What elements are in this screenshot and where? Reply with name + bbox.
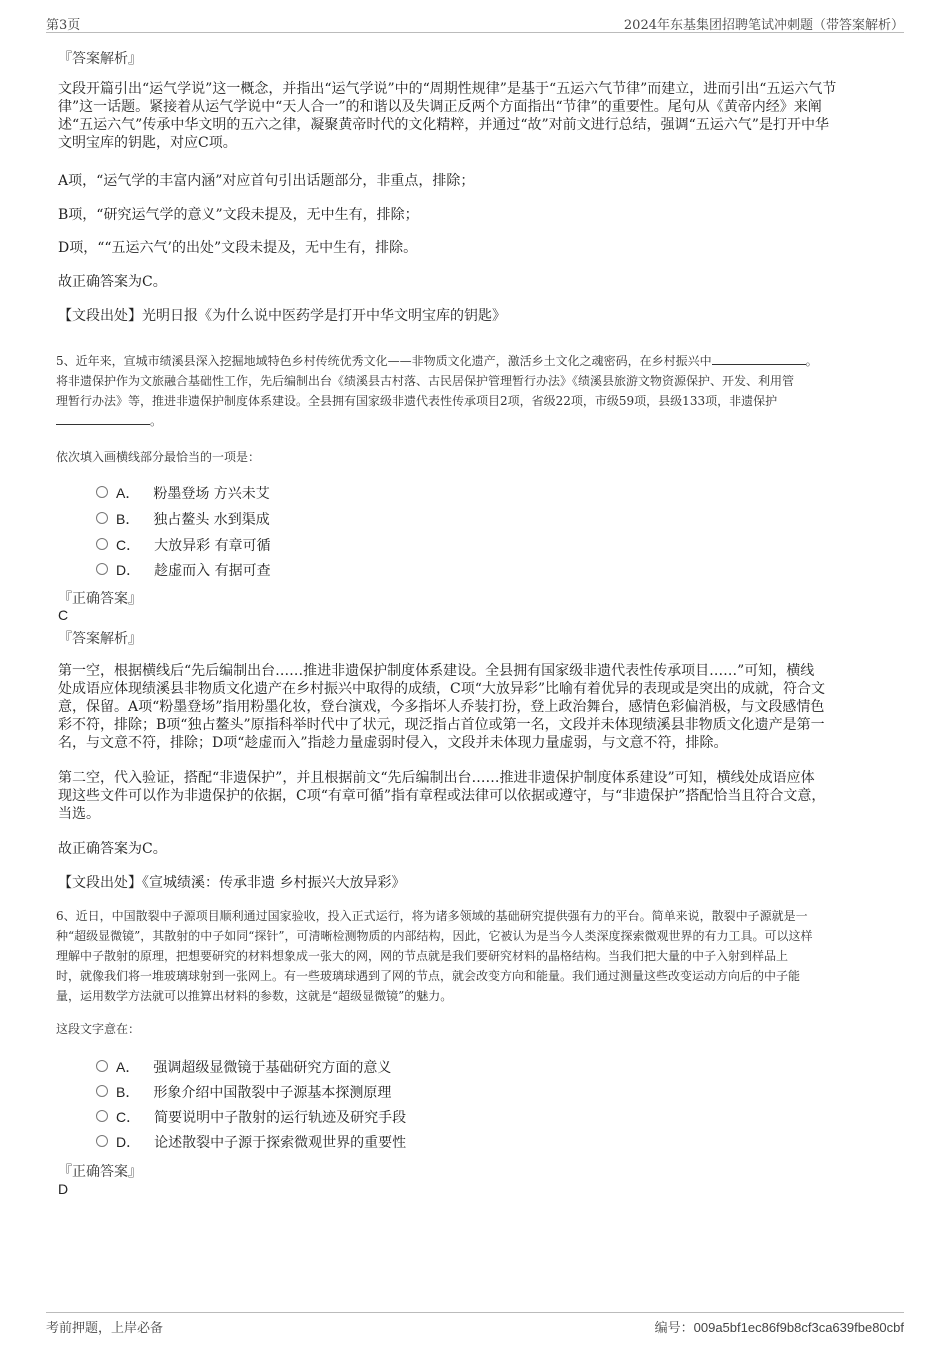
document-title: 2024年东基集团招聘笔试冲刺题（带答案解析） <box>623 18 904 33</box>
page-number: 第3页 <box>46 18 81 33</box>
q5-stem-punct: 。 <box>805 354 818 368</box>
q5-stem <box>56 351 894 431</box>
q5-answer: C <box>58 607 69 623</box>
radio-icon[interactable] <box>96 563 108 575</box>
radio-icon[interactable] <box>96 1085 108 1097</box>
q5-blank-1 <box>712 352 806 365</box>
radio-icon[interactable] <box>96 512 108 524</box>
q5-option-d[interactable]: D． 趁虚而入 有据可查 <box>96 560 271 578</box>
q6-answer: D <box>58 1181 69 1197</box>
q5-blank-2 <box>56 412 150 425</box>
q5-stem-punct: 。 <box>150 414 163 428</box>
q5-analysis-line: 当选。 <box>58 806 100 822</box>
q5-analysis-p2 <box>58 769 892 823</box>
q5-prompt: 依次填入画横线部分最恰当的一项是： <box>56 450 261 464</box>
q4-analysis-line: 文明宝库的钥匙，对应C项。 <box>58 135 237 151</box>
radio-icon[interactable] <box>96 1135 108 1147</box>
q5-stem-line: 将非遗保护作为文旅融合基础性工作，先后编制出台《绩溪县古村落、古民居保护管理暂行办法》《绩溪县旅游文物资源保护、开发、利用管 <box>56 374 795 388</box>
page-header <box>46 12 904 33</box>
q6-prompt: 这段文字意在： <box>56 1022 141 1036</box>
q6-option-b[interactable]: B． 形象介绍中国散裂中子源基本探测原理 <box>96 1082 391 1100</box>
q6-stem-line: 理解中子散射的原理，把想要研究的材料想象成一张大的网，网的节点就是我们要研究材料的晶格结构。当我们把大量的中子入射到样品上 <box>56 949 789 963</box>
q5-analysis-line: 第二空，代入验证，搭配“非遗保护”，并且根据前文“先后编制出台……推进非遗保护制度体系建设”可知，横线处成语应体 <box>58 770 815 786</box>
radio-icon[interactable] <box>96 1060 108 1072</box>
footer-code <box>655 1317 904 1336</box>
q5-analysis-line: 意，保留。A项“粉墨登场”指用粉墨化妆，登台演戏，今多指坏人乔装打扮，登上政治舞台，感情色彩偏消极，与文段感情色 <box>58 699 825 715</box>
footer-code-label: 编号： <box>654 1321 694 1336</box>
q5-option-a[interactable]: A． 粉墨登场 方兴未艾 <box>96 483 270 501</box>
q6-option-a[interactable]: A． 强调超级显微镜于基础研究方面的意义 <box>96 1057 391 1075</box>
q4-exclusion-d: D项，““五运六气’的出处”文段未提及，无中生有，排除。 <box>58 240 418 256</box>
q4-analysis-line: 文段开篇引出“运气学说”这一概念，并指出“运气学说”中的“周期性规律”是基于“五运六气节律”而建立，进而引出“五运六气节 <box>58 81 837 97</box>
q6-option-d[interactable]: D． 论述散裂中子源于探索微观世界的重要性 <box>96 1132 406 1150</box>
footer-code-value: 009a5bf1ec86f9b8cf3ca639fbe80cbf <box>693 1320 904 1335</box>
q6-stem-line: 量，运用数学方法就可以推算出材料的参数，这就是“超级显微镜”的魅力。 <box>56 989 453 1003</box>
q4-source: 【文段出处】光明日报《为什么说中医药学是打开中华文明宝库的钥匙》 <box>58 308 506 324</box>
q5-stem-line: 5、近年来，宣城市绩溪县深入挖掘地域特色乡村传统优秀文化——非物质文化遗产，激活乡土文化之魂密码，在乡村振兴中 <box>56 354 712 368</box>
q6-stem-line: 6、近日，中国散裂中子源项目顺利通过国家验收，投入正式运行，将为诸多领域的基础研究提供强有力的平台。简单来说，散裂中子源就是一 <box>56 909 808 923</box>
q4-conclusion: 故正确答案为C。 <box>58 274 167 290</box>
q6-stem-line: 种“超级显微镜”，其散射的中子如同“探针”，可清晰检测物质的内部结构，因此，它被认为是当今人类深度探索微观世界的有力工具。可以这样 <box>56 929 813 943</box>
q5-stem-line: 理暂行办法》等，推进非遗保护制度体系建设。全县拥有国家级非遗代表性传承项目2项，省级22项，市级59项，县级133项，非遗保护 <box>56 394 778 408</box>
q4-analysis <box>58 80 892 152</box>
footer-slogan: 考前押题，上岸必备 <box>46 1321 164 1336</box>
q5-source: 【文段出处】《宣城绩溪：传承非遗 乡村振兴大放异彩》 <box>58 875 406 891</box>
q5-analysis-p1 <box>58 662 892 752</box>
q4-exclusion-b: B项，“研究运气学的意义”文段未提及，无中生有，排除； <box>58 207 419 223</box>
q4-analysis-line: 律”这一话题。紧接着从运气学说中“天人合一”的和谐以及失调正反两个方面指出“节律”的重要性。尾句从《黄帝内经》来阐 <box>58 99 822 115</box>
q5-analysis-line: 名，与文意不符，排除；D项“趁虚而入”指趁力量虚弱时侵入，文段并未体现力量虚弱，与文意不符，排除。 <box>58 735 728 751</box>
q6-stem <box>56 906 894 1006</box>
radio-icon[interactable] <box>96 486 108 498</box>
q4-analysis-line: 述“五运六气”传承中华文明的五六之律，凝聚黄帝时代的文化精粹，并通过“故”对前文进行总结，强调“五运六气”是打开中华 <box>58 117 829 133</box>
q5-analysis-line: 处成语应体现绩溪县非物质文化遗产在乡村振兴中取得的成绩，C项“大放异彩”比喻有着优异的表现或是突出的成就，符合文 <box>58 681 826 697</box>
q5-analysis-line: 现这些文件可以作为非遗保护的依据，C项“有章可循”指有章程或法律可以依据或遵守，与“非遗保护”搭配恰当且符合文意， <box>58 788 826 804</box>
q5-option-c[interactable]: C． 大放异彩 有章可循 <box>96 535 271 553</box>
radio-icon[interactable] <box>96 1110 108 1122</box>
q5-option-b[interactable]: B． 独占鳌头 水到渠成 <box>96 509 270 527</box>
q5-analysis-tag: 『答案解析』 <box>58 631 142 647</box>
page-footer <box>46 1312 904 1335</box>
q5-answer-tag: 『正确答案』 <box>58 591 142 607</box>
q6-option-c[interactable]: C． 简要说明中子散射的运行轨迹及研究手段 <box>96 1107 406 1125</box>
q5-conclusion: 故正确答案为C。 <box>58 841 167 857</box>
q5-analysis-line: 第一空，根据横线后“先后编制出台……推进非遗保护制度体系建设。全县拥有国家级非遗代表性传承项目……”可知，横线 <box>58 663 815 679</box>
q6-answer-tag: 『正确答案』 <box>58 1164 142 1180</box>
radio-icon[interactable] <box>96 538 108 550</box>
q4-exclusion-a: A项，“运气学的丰富内涵”对应首句引出话题部分，非重点，排除； <box>58 173 475 189</box>
q5-analysis-line: 彩不符，排除；B项“独占鳌头”原指科举时代中了状元，现泛指占首位或第一名，文段并未体现绩溪县非物质文化遗产是第一 <box>58 717 825 733</box>
q6-stem-line: 时，就像我们将一堆玻璃球射到一张网上。有一些玻璃球遇到了网的节点，就会改变方向和能量。我们通过测量这些改变运动方向后的中子能 <box>56 969 801 983</box>
q4-analysis-tag: 『答案解析』 <box>58 51 142 67</box>
